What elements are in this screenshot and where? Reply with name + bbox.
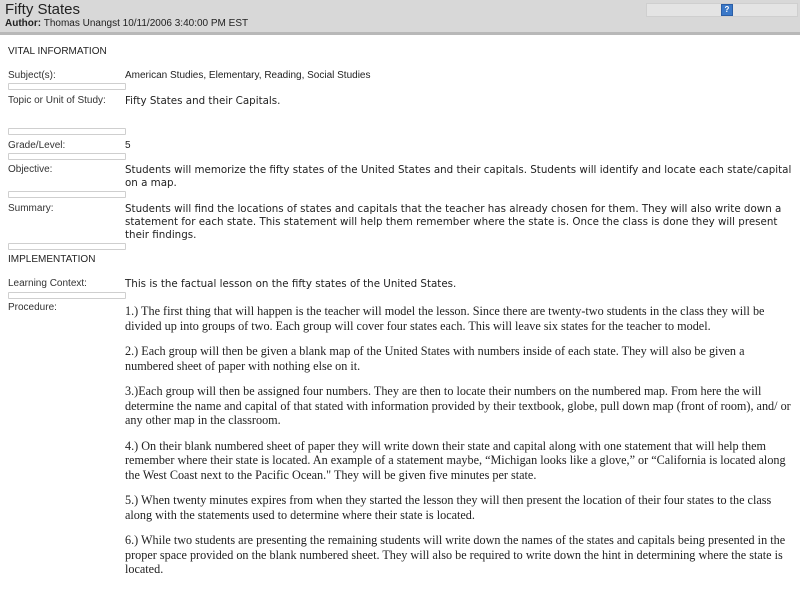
objective-label: Objective: — [8, 164, 53, 175]
section-vital-information: VITAL INFORMATION — [8, 46, 107, 57]
separator — [8, 128, 126, 135]
section-implementation: IMPLEMENTATION — [8, 254, 96, 265]
learning-context-value: This is the factual lesson on the fifty states of the United States. — [125, 278, 457, 290]
summary-label: Summary: — [8, 203, 54, 214]
procedure-step: 6.) While two students are presenting the remaining students will write down the names of the states and capitals being presented in the proper space provided on the blank numbered sheet. They will also be required to write down the hint in determining where the state is located. — [125, 533, 786, 576]
separator — [8, 191, 126, 198]
subjects-value: American Studies, Elementary, Reading, Social Studies — [125, 70, 371, 81]
author-label: Author: — [5, 18, 42, 29]
grade-label: Grade/Level: — [8, 140, 66, 151]
procedure-label: Procedure: — [8, 302, 57, 313]
subjects-label: Subject(s): — [8, 70, 56, 81]
grade-value: 5 — [125, 140, 131, 151]
procedure-step: 2.) Each group will then be given a blank map of the United States with numbers inside of each state. They will also be given a numbered sheet of paper with nothing else on it. — [125, 344, 745, 373]
objective-value: Students will memorize the fifty states of the United States and their capitals. Students will identify and locate each state/capital on a map. — [125, 164, 792, 189]
author-value: Thomas Unangst 10/11/2006 3:40:00 PM EST — [43, 18, 249, 29]
procedure-step: 4.) On their blank numbered sheet of paper they will write down their state and capital along with one statement that will help them remember where their state is located. An example of a statement maybe, “Michigan looks like a glove,” or “California is located along the West Coast next to the Pacific Ocean." They will be given five minutes per state. — [125, 438, 786, 482]
help-icon[interactable]: ? — [721, 4, 733, 16]
learning-context-label: Learning Context: — [8, 278, 87, 289]
procedure-step: 1.) The first thing that will happen is the teacher will model the lesson. Since there are twenty-two students in the class they will be divided up into groups of two. Each group will cover four states each. This will leave six states for the teacher to model. — [125, 304, 765, 333]
topic-label: Topic or Unit of Study: — [8, 95, 106, 106]
author-line — [5, 18, 248, 29]
separator — [8, 292, 126, 299]
page-title: Fifty States — [5, 1, 81, 18]
summary-value: Students will find the locations of states and capitals that the teacher has already chosen for them. They will also write down a statement for each state. This statement will help them remember where the state is. Once the class is done they will present their findings. — [125, 203, 782, 241]
procedure-step: 3.)Each group will then be assigned four numbers. They are then to locate their numbers on the numbered map. From here the will determine the name and capital of that stated with information provided by their textbook, globe, pull down map (front of room), and/ or any other map in the classroom. — [125, 384, 791, 427]
separator — [8, 243, 126, 250]
procedure-steps — [125, 304, 795, 588]
separator — [8, 83, 126, 90]
topic-value: Fifty States and their Capitals. — [125, 95, 281, 107]
page-header — [0, 0, 800, 35]
separator — [8, 153, 126, 160]
procedure-step: 5.) When twenty minutes expires from when they started the lesson they will then present the location of their four states to the class along with the statements used to determine where their state is located. — [125, 493, 772, 522]
